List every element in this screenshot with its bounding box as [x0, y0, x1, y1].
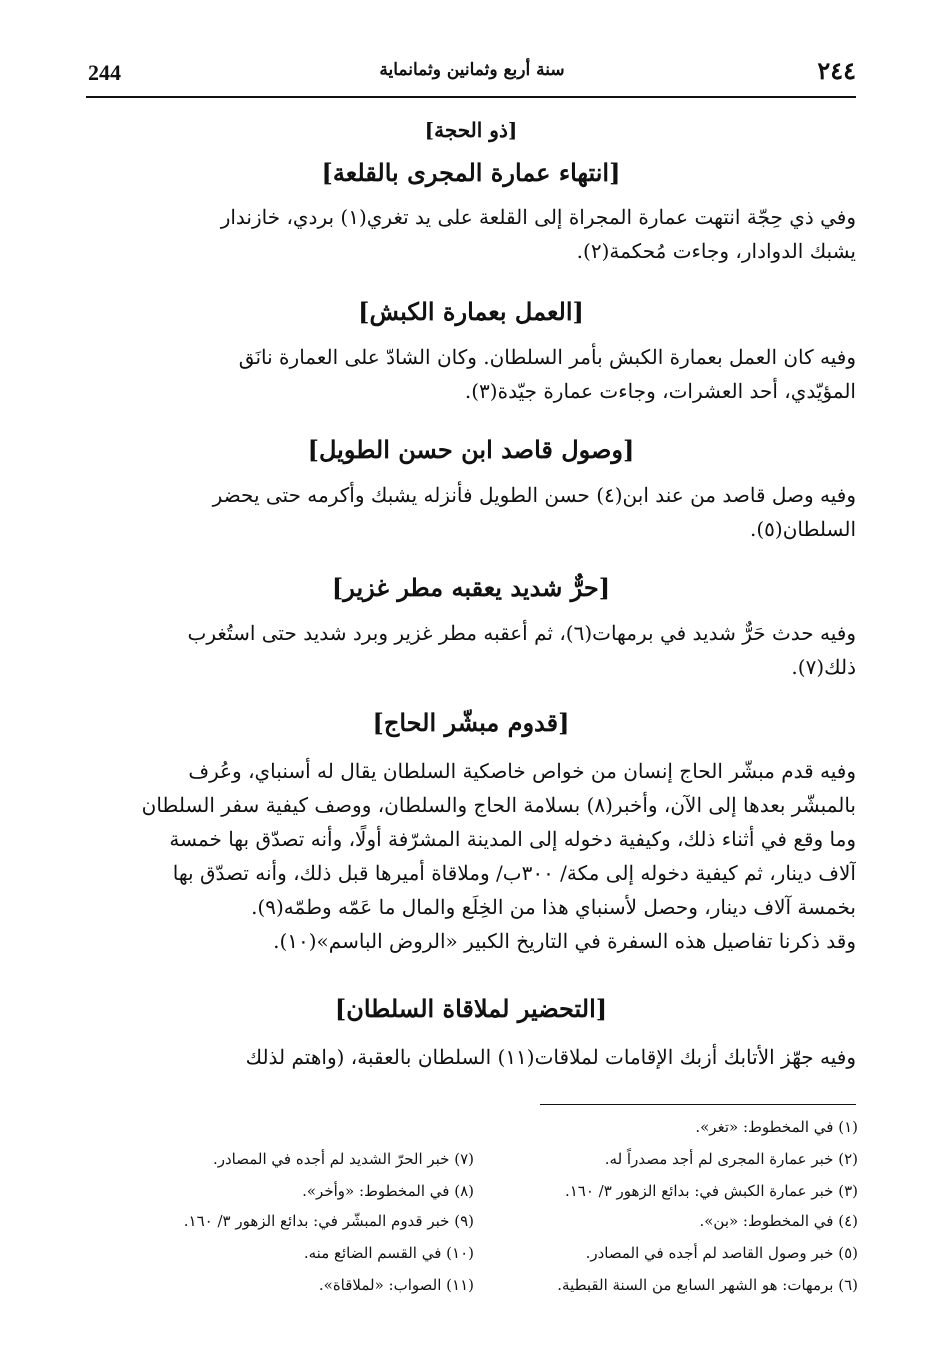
page-number-latin: 244: [88, 60, 121, 85]
paragraph: [86, 340, 856, 408]
month-heading: [ذو الحجة]: [424, 118, 518, 142]
paragraph: [86, 1040, 856, 1074]
text-line: وفيه حدث حَرٌّ شديد في برمهات(٦)، ثم أعقبه مطر غزير وبرد شديد حتى استُغرب: [187, 621, 856, 645]
page-number-arabic: ٢٤٤: [817, 56, 856, 85]
footnote: (٢) خبر عمارة المجرى لم أجد مصدراً له.: [604, 1150, 858, 1168]
text-line: وفيه كان العمل بعمارة الكبش بأمر السلطان. وكان الشادّ على العمارة نانَق: [238, 345, 856, 369]
section-heading: [حرٌّ شديد يعقبه مطر غزير]: [331, 573, 611, 602]
footnote: (١١) الصواب: «لملاقاة».: [318, 1276, 474, 1294]
text-line: وما وقع في أثناء ذلك، وكيفية دخوله إلى المدينة المشرّفة أولًا، وأنه تصدّق بها خمسة: [169, 827, 856, 851]
section-heading: [قدوم مبشّر الحاج]: [372, 708, 570, 737]
section-heading: [العمل بعمارة الكبش]: [358, 297, 584, 326]
text-line: بالمبشّر بعدها إلى الآن، وأخبر(٨) بسلامة الحاج والسلطان، ووصف كيفية سفر السلطان: [141, 793, 856, 817]
footnote: (٩) خبر قدوم المبشّر في: بدائع الزهور ٣/ ١٦٠.: [183, 1212, 474, 1230]
footnote: (٣) خبر عمارة الكبش في: بدائع الزهور ٣/ ١٦٠.: [564, 1182, 858, 1200]
text-line: يشبك الدوادار، وجاءت مُحكمة(٢).: [576, 239, 856, 263]
text-line: وفيه جهّز الأتابك أزبك الإقامات لملاقات(١١) السلطان بالعقبة، (واهتم لذلك: [245, 1045, 856, 1069]
text-line: آلاف دينار، ثم كيفية دخوله إلى مكة/ ٣٠٠ب/ وملاقاة أميرها قبل ذلك، وأنه تصدّق بها: [172, 861, 856, 885]
text-line: المؤيّدي، أحد العشرات، وجاءت عمارة جيّدة(٣).: [464, 379, 856, 403]
text-line: وفيه قدم مبشّر الحاج إنسان من خواص خاصكية السلطان يقال له أسنباي، وعُرف: [188, 759, 856, 783]
paragraph: [86, 754, 856, 958]
text-line: وقد ذكرنا تفاصيل هذه السفرة في التاريخ الكبير «الروض الباسم»(١٠).: [273, 929, 856, 953]
footnote: (٥) خبر وصول القاصد لم أجده في المصادر.: [585, 1244, 858, 1262]
running-title: سنة أربع وثمانين وثمانماية: [379, 60, 565, 80]
footnote: (٦) برمهات: هو الشهر السابع من السنة القبطية.: [557, 1276, 858, 1294]
text-line: السلطان(٥).: [749, 517, 856, 541]
footnote: (٧) خبر الحرّ الشديد لم أجده في المصادر.: [212, 1150, 474, 1168]
footnote-rule: [540, 1104, 856, 1105]
paragraph: [86, 200, 856, 268]
paragraph: [86, 478, 856, 546]
header-rule: [86, 96, 856, 98]
footnote: (٨) في المخطوط: «وأخر».: [302, 1182, 474, 1200]
text-line: بخمسة آلاف دينار، وحصل لأسنباي هذا من الخِلَع والمال ما عَمّه وطمّه(٩).: [251, 895, 856, 919]
footnote: (٤) في المخطوط: «بن».: [699, 1212, 858, 1230]
footnote: (١) في المخطوط: «تغر».: [695, 1118, 858, 1136]
paragraph: [86, 616, 856, 684]
text-line: وفيه وصل قاصد من عند ابن(٤) حسن الطويل فأنزله يشبك وأكرمه حتى يحضر: [212, 483, 856, 507]
section-heading: [التحضير لملاقاة السلطان]: [334, 994, 608, 1023]
section-heading: [انتهاء عمارة المجرى بالقلعة]: [321, 158, 621, 187]
section-heading: [وصول قاصد ابن حسن الطويل]: [307, 435, 635, 464]
footnote: (١٠) في القسم الضائع منه.: [303, 1244, 474, 1262]
text-line: ذلك(٧).: [791, 655, 856, 679]
text-line: وفي ذي حِجّة انتهت عمارة المجراة إلى القلعة على يد تغري(١) بردي، خازندار: [220, 205, 856, 229]
